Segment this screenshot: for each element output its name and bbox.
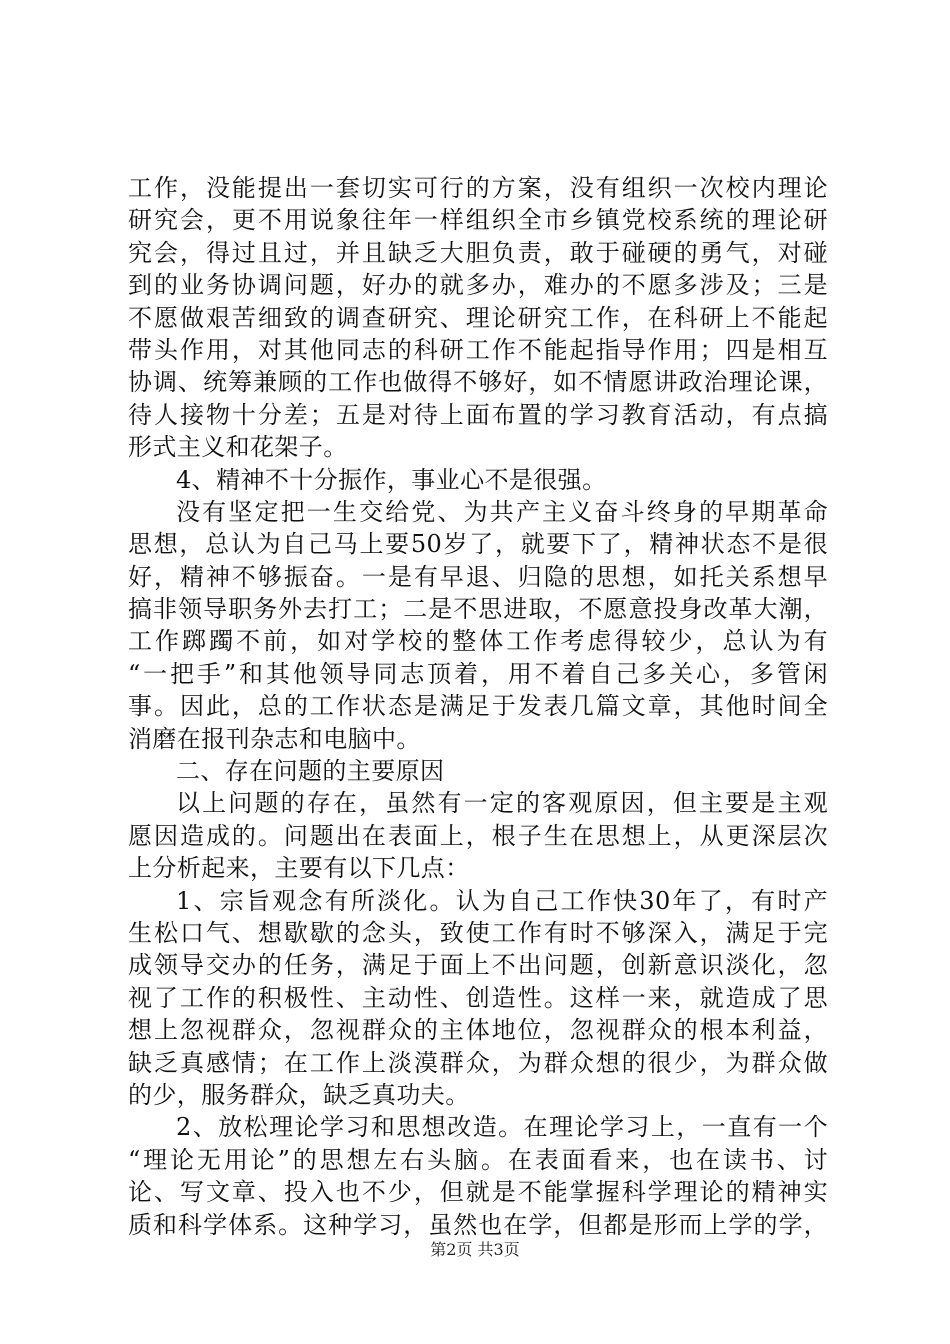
text-line: 协调、统筹兼顾的工作也做得不够好，如不情愿讲政治理论课， [128,368,828,397]
text-line: 究会，得过且过，并且缺乏大胆负责，敢于碰硬的勇气，对碰 [128,238,828,267]
text-line: 质和科学体系。这种学习，虽然也在学，但都是形而上学的学， [128,1210,828,1239]
text-line: 二、存在问题的主要原因 [176,757,445,786]
text-line: 消磨在报刊杂志和电脑中。 [128,724,421,753]
text-line: “理论无用论”的思想左右头脑。在表面看来，也在读书、讨 [128,1145,828,1174]
text-line: 搞非领导职务外去打工；二是不思进取，不愿意投身改革大潮， [128,595,828,624]
text-line: “一把手”和其他领导同志顶着，用不着自己多关心，多管闲 [128,659,828,688]
text-line: 缺乏真感情；在工作上淡漠群众，为群众想的很少，为群众做 [128,1048,828,1077]
text-line: 以上问题的存在，虽然有一定的客观原因，但主要是主观 [176,789,828,818]
text-line: 研究会，更不用说象往年一样组织全市乡镇党校系统的理论研 [128,206,828,235]
text-line: 待人接物十分差；五是对待上面布置的学习教育活动，有点搞 [128,400,828,429]
text-line: 好，精神不够振奋。一是有早退、归隐的思想，如托关系想早 [128,562,828,591]
text-line: 没有坚定把一生交给党、为共产主义奋斗终身的早期革命 [176,497,828,526]
text-line: 事。因此，总的工作状态是满足于发表几篇文章，其他时间全 [128,692,828,721]
text-line: 不愿做艰苦细致的调查研究、理论研究工作，在科研上不能起 [128,303,828,332]
text-line: 上分析起来，主要有以下几点： [128,854,470,883]
text-line: 论、写文章、投入也不少，但就是不能掌握科学理论的精神实 [128,1178,828,1207]
text-line: 思想，总认为自己马上要50岁了，就要下了，精神状态不是很 [128,530,828,559]
text-line: 想上忽视群众，忽视群众的主体地位，忽视群众的根本利益， [128,1016,828,1045]
text-line: 1、宗旨观念有所淡化。认为自己工作快30年了，有时产 [176,886,828,915]
text-line: 4、精神不十分振作，事业心不是很强。 [176,465,607,494]
text-line: 的少，服务群众，缺乏真功夫。 [128,1080,470,1109]
text-line: 工作踯躅不前，如对学校的整体工作考虑得较少，总认为有 [128,627,828,656]
text-line: 到的业务协调问题，好办的就多办，难办的不愿多涉及；三是 [128,271,828,300]
document-body [128,172,828,1241]
text-line: 形式主义和花架子。 [128,433,348,462]
text-line: 成领导交办的任务，满足于面上不出问题，创新意识淡化，忽 [128,951,828,980]
text-line: 工作，没能提出一套切实可行的方案，没有组织一次校内理论 [128,174,828,202]
text-line: 愿因造成的。问题出在表面上，根子生在思想上，从更深层次 [128,821,828,850]
page-footer: 第2页 共3页 [430,1240,520,1259]
text-line: 带头作用，对其他同志的科研工作不能起指导作用；四是相互 [128,335,828,364]
text-line: 视了工作的积极性、主动性、创造性。这样一来，就造成了思 [128,983,828,1012]
text-line: 2、放松理论学习和思想改造。在理论学习上，一直有一个 [176,1113,828,1142]
text-line: 生松口气、想歇歇的念头，致使工作有时不够深入，满足于完 [128,918,828,947]
